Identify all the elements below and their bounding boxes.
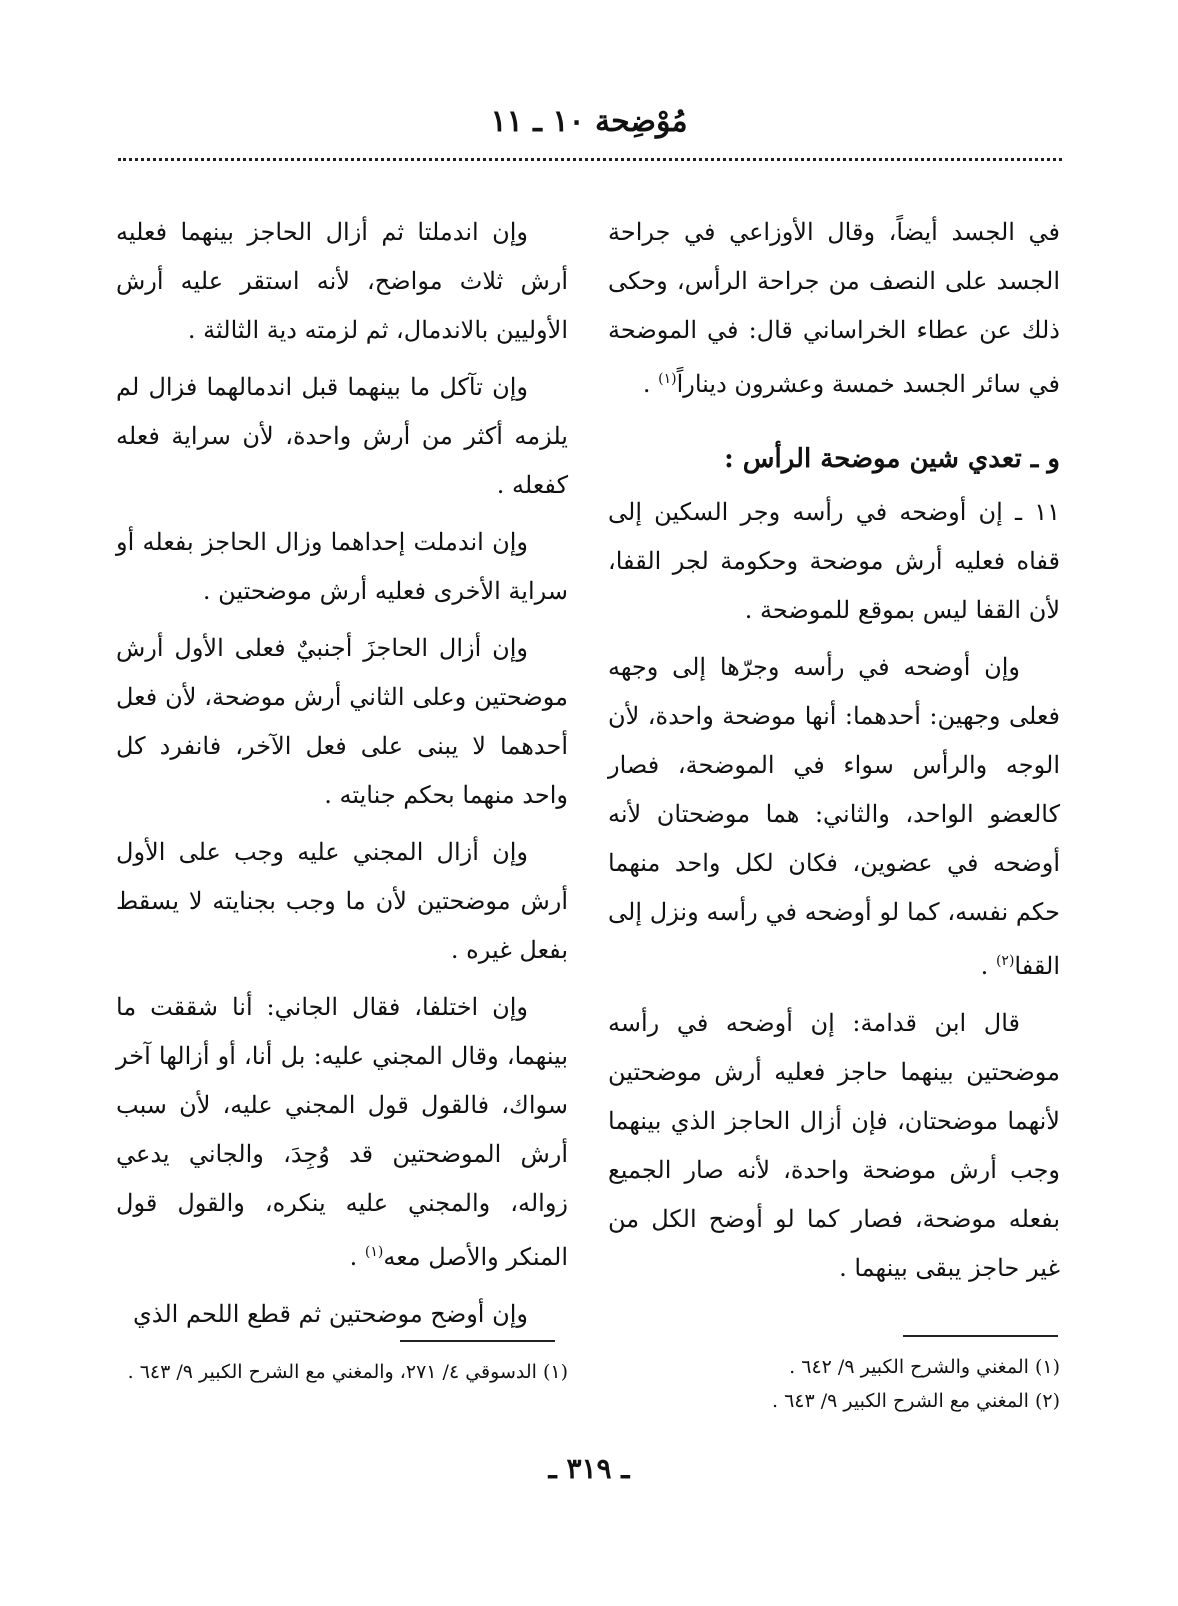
footnotes-left [116,1355,568,1389]
paragraph-end: . [980,952,989,980]
paragraph: وإن اندملت إحداهما وزال الحاجز بفعله أو سراية الأخرى فعليه أرش موضحتين . [116,528,568,605]
paragraph: قال ابن قدامة: إن أوضحه في رأسه موضحتين بينهما حاجز فعليه أرش موضحتين لأنهما موضحتان، فإن أزال الحاجز الذي بينهما وجب أرش موضحة واحدة، لأنه صار الجميع بفعله موضحة، فصار كما لو أوضح الكل من غير حاجز يبقى بينهما . [608,1009,1060,1282]
paragraph-text: وإن أوضحه في رأسه وجرّها إلى وجهه فعلى وجهين: أحدهما: أنها موضحة واحدة، لأن الوجه والرأس سواء في الموضحة، فصار كالعضو الواحد، والثاني: هما موضحتان لأنه أوضحه في عضوين، فكان لكل واحد منهما حكم نفسه، كما لو أوضحه في رأسه ونزل إلى القفا [608,653,1060,980]
page-number: ـ ٣١٩ ـ [548,1452,630,1485]
right-column [608,208,1060,1301]
paragraph: وإن أزال الحاجزَ أجنبيٌ فعلى الأول أرش موضحتين وعلى الثاني أرش موضحة، لأن فعل أحدهما لا يبنى على فعل الآخر، فانفرد كل واحد منهما بحكم جنايته . [116,634,568,809]
paragraph: وإن تآكل ما بينهما قبل اندمالهما فزال لم يلزمه أكثر من أرش واحدة، لأن سراية فعله كفعله . [116,373,568,499]
paragraph: وإن اندملتا ثم أزال الحاجز بينهما فعليه أرش ثلاث مواضح، لأنه استقر عليه أرش الأوليين بالاندمال، ثم لزمته دية الثالثة . [116,218,568,344]
footnote-rule-left [400,1340,555,1342]
footnotes-right [608,1350,1060,1418]
footnote-rule-right [903,1335,1058,1337]
paragraph-end: . [349,1243,358,1271]
left-column [116,208,568,1347]
footnote: (١) المغني والشرح الكبير ٩/ ٦٤٢ . [789,1356,1060,1378]
running-header: مُوْضِحة ١٠ ـ ١١ [490,104,688,139]
paragraph-text: وإن اختلفا، فقال الجاني: أنا شققت ما بينهما، وقال المجني عليه: بل أنا، أو أزالها آخر سواك، فالقول قول المجني عليه، لأن سبب أرش الموضحتين قد وُجِدَ، والجاني يدعي زواله، والمجني عليه ينكره، والقول قول المنكر والأصل معه [116,993,568,1271]
paragraph: وإن أوضح موضحتين ثم قطع اللحم الذي [132,1300,528,1328]
paragraph [608,208,1060,409]
paragraph-end: . [642,370,651,398]
section-subheading: و ـ تعدي شين موضحة الرأس : [724,444,1060,474]
paragraph [116,983,568,1282]
footnote-ref: (٢) [995,953,1015,969]
paragraph: ١١ ـ إن أوضحه في رأسه وجر السكين إلى قفاه فعليه أرش موضحة وحكومة لجر القفا، لأن القفا ليس بموقع للموضحة . [608,498,1060,624]
footnote-ref: (١) [658,371,677,387]
paragraph [608,643,1060,991]
paragraph-text: في الجسد أيضاً، وقال الأوزاعي في جراحة الجسد على النصف من جراحة الرأس، وحكى ذلك عن عطاء الخراساني قال: في الموضحة في سائر الجسد خمسة وعشرون ديناراً [608,218,1060,398]
footnote: (١) الدسوقي ٤/ ٢٧١، والمغني مع الشرح الكبير ٩/ ٦٤٣ . [127,1361,568,1383]
footnote-ref: (١) [364,1244,384,1260]
footnote: (٢) المغني مع الشرح الكبير ٩/ ٦٤٣ . [772,1390,1060,1412]
paragraph: وإن أزال المجني عليه وجب على الأول أرش موضحتين لأن ما وجب بجنايته لا يسقط بفعل غيره . [116,838,568,964]
header-dotted-rule [118,158,1062,161]
